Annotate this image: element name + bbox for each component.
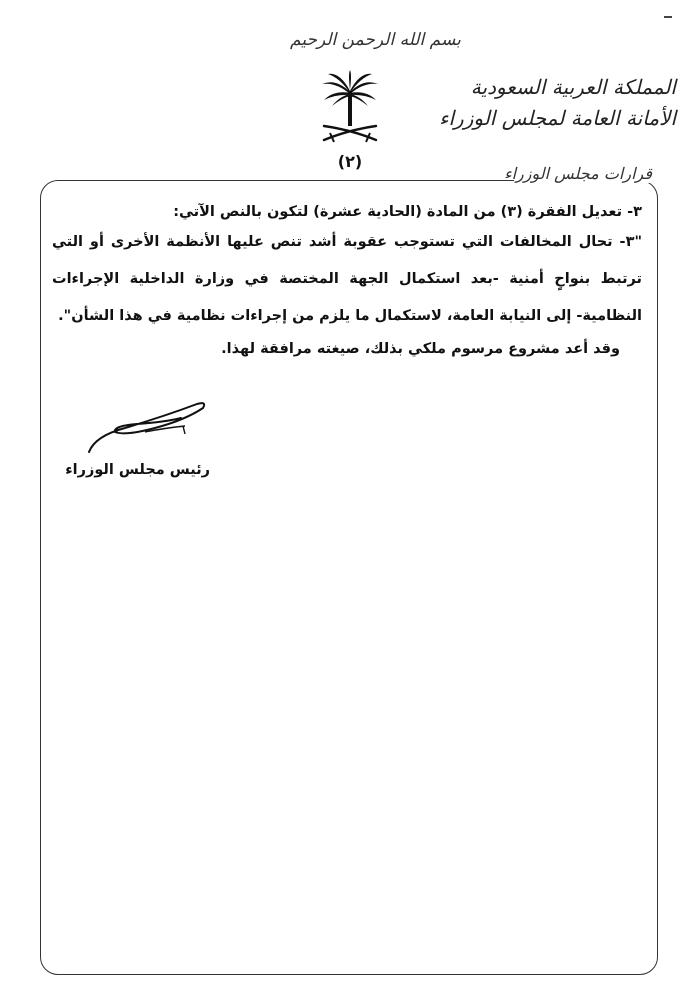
quote-line: النظامية- إلى النيابة العامة، لاستكمال ما يلزم من إجراءات نظامية في هذا الشأن".	[58, 308, 642, 324]
page-number: (٢)	[337, 152, 363, 171]
closing-sentence: وقد أعد مشروع مرسوم ملكي بذلك، صيغته مرافقة لهذا.	[221, 341, 620, 357]
kingdom-name: المملكة العربية السعودية	[470, 75, 676, 99]
basmala: بسم الله الرحمن الرحيم	[290, 30, 461, 50]
item-heading: ٣- تعديل الفقرة (٣) من المادة (الحادية عشرة) لتكون بالنص الآتي:	[173, 204, 642, 220]
corner-mark	[664, 16, 672, 18]
signature-icon	[85, 396, 210, 456]
quote-line: ترتبط بنواحٍ أمنية -بعد استكمال الجهة المختصة في وزارة الداخلية الإجراءات	[52, 271, 642, 287]
quote-line: "٣- تحال المخالفات التي تستوجب عقوبة أشد تنص عليها الأنظمة الأخرى أو التي	[52, 234, 642, 250]
decisions-label: قرارات مجلس الوزراء	[514, 164, 660, 183]
signature-title: رئيس مجلس الوزراء	[65, 462, 210, 478]
letterhead	[439, 72, 676, 134]
palm-swords-emblem	[318, 70, 382, 150]
document-body	[52, 200, 642, 363]
secretariat-name: الأمانة العامة لمجلس الوزراء	[439, 106, 676, 130]
